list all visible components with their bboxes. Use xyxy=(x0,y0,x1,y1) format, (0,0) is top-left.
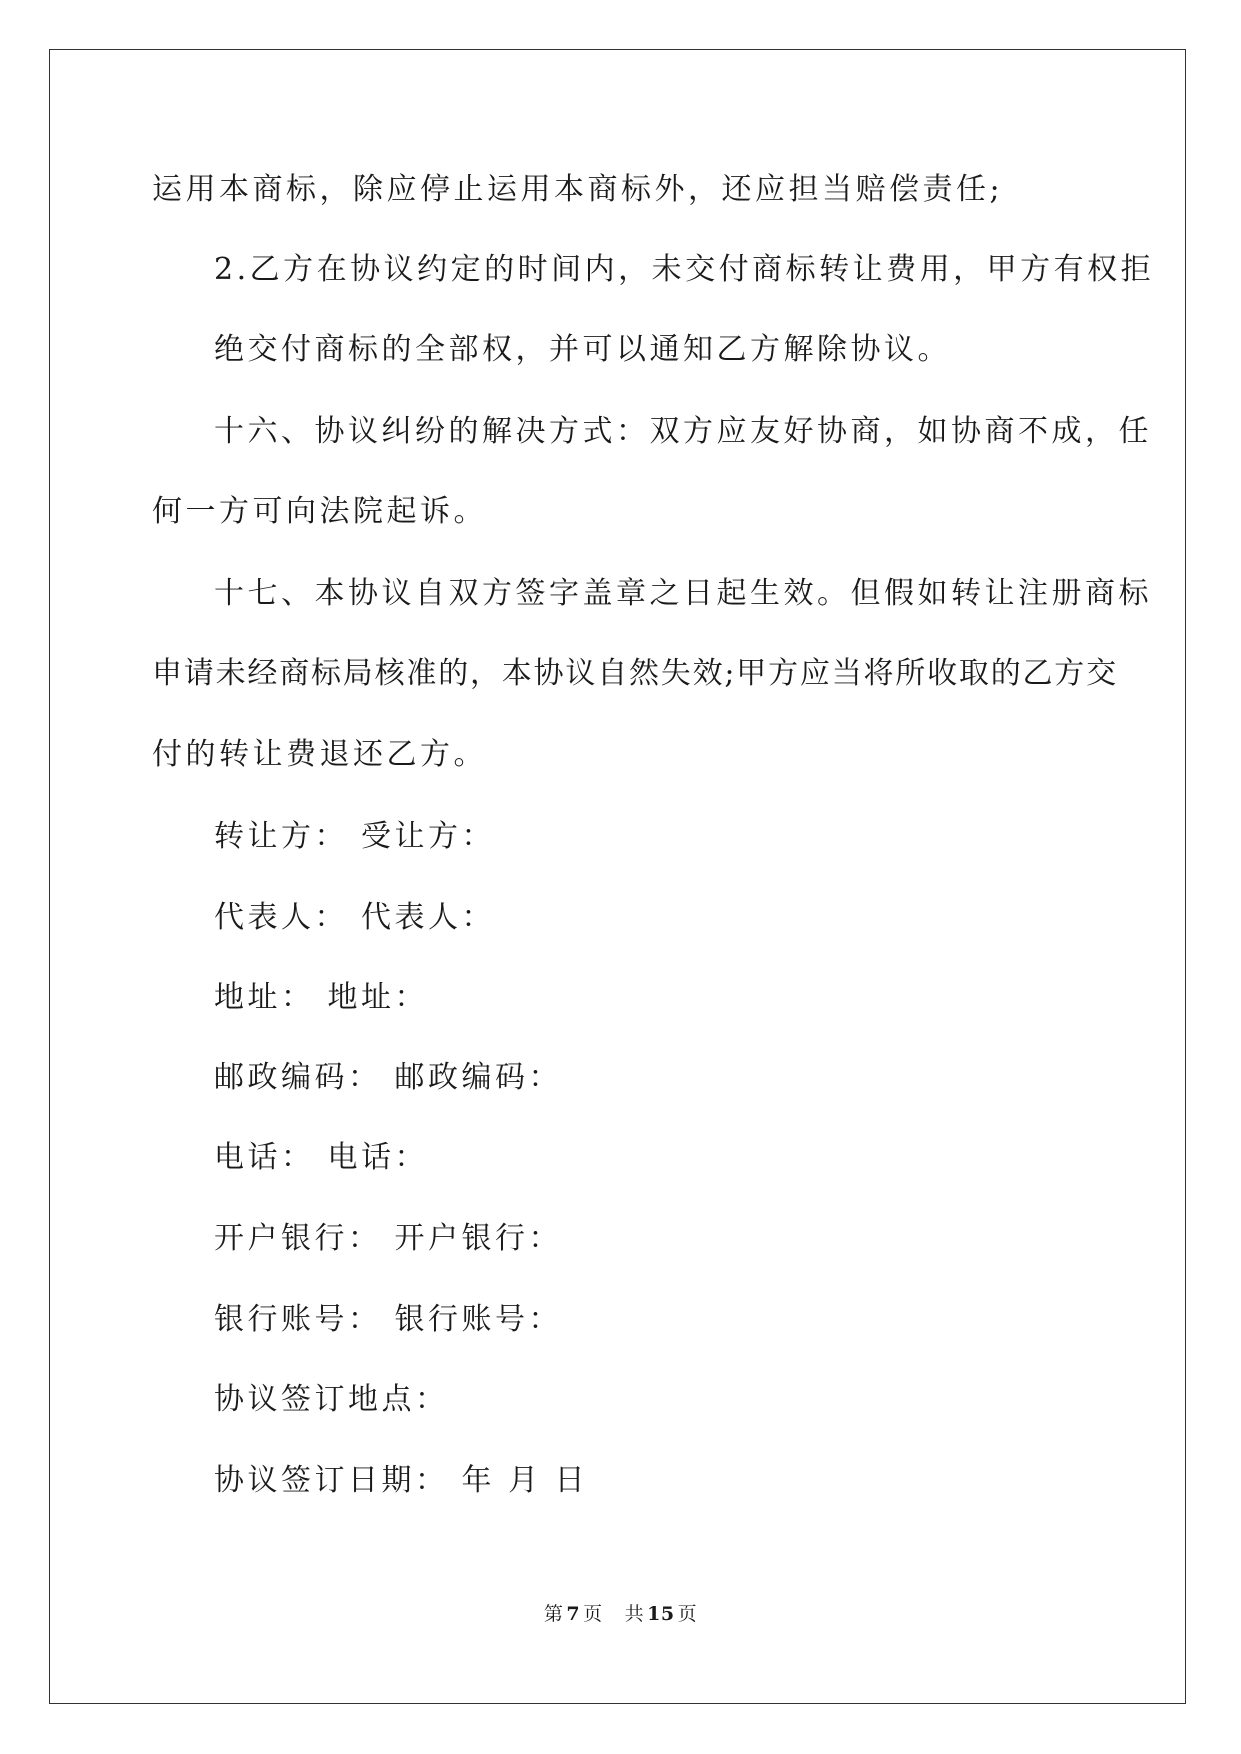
paragraph-line: 十六、协议纠纷的解决方式：双方应友好协商，如协商不成，任 xyxy=(214,414,1152,449)
signature-field-line: 协议签订地点： xyxy=(214,1382,449,1417)
paragraph-line: 运用本商标，除应停止运用本商标外，还应担当赔偿责任; xyxy=(152,172,1004,207)
signature-field-line: 协议签订日期： 年 月 日 xyxy=(214,1463,589,1498)
signature-field-line: 转让方： 受让方： xyxy=(214,819,496,854)
paragraph-line: 申请未经商标局核准的，本协议自然失效;甲方应当将所收取的乙方交 xyxy=(152,656,1118,691)
total-pages-number: 15 xyxy=(647,1603,675,1625)
footer-total-prefix: 共 xyxy=(624,1603,645,1625)
paragraph-line: 绝交付商标的全部权，并可以通知乙方解除协议。 xyxy=(214,332,951,367)
paragraph-line: 付的转让费退还乙方。 xyxy=(152,737,487,772)
signature-field-line: 邮政编码： 邮政编码： xyxy=(214,1060,563,1095)
signature-field-line: 地址： 地址： xyxy=(214,980,429,1015)
page-number-footer xyxy=(0,1602,1241,1626)
signature-field-line: 银行账号： 银行账号： xyxy=(214,1302,563,1337)
signature-field-line: 电话： 电话： xyxy=(214,1140,429,1175)
footer-total-unit: 页 xyxy=(677,1603,698,1625)
paragraph-line: 何一方可向法院起诉。 xyxy=(152,494,487,529)
page-border xyxy=(49,49,1186,1704)
footer-page-unit: 页 xyxy=(583,1603,603,1625)
signature-field-line: 开户银行： 开户银行： xyxy=(214,1221,563,1256)
footer-prefix: 第 xyxy=(543,1603,564,1625)
paragraph-line: 2.乙方在协议约定的时间内，未交付商标转让费用，甲方有权拒 xyxy=(214,252,1155,287)
signature-field-line: 代表人： 代表人： xyxy=(214,900,496,935)
current-page-number: 7 xyxy=(566,1603,581,1625)
paragraph-line: 十七、本协议自双方签字盖章之日起生效。但假如转让注册商标 xyxy=(214,576,1152,611)
